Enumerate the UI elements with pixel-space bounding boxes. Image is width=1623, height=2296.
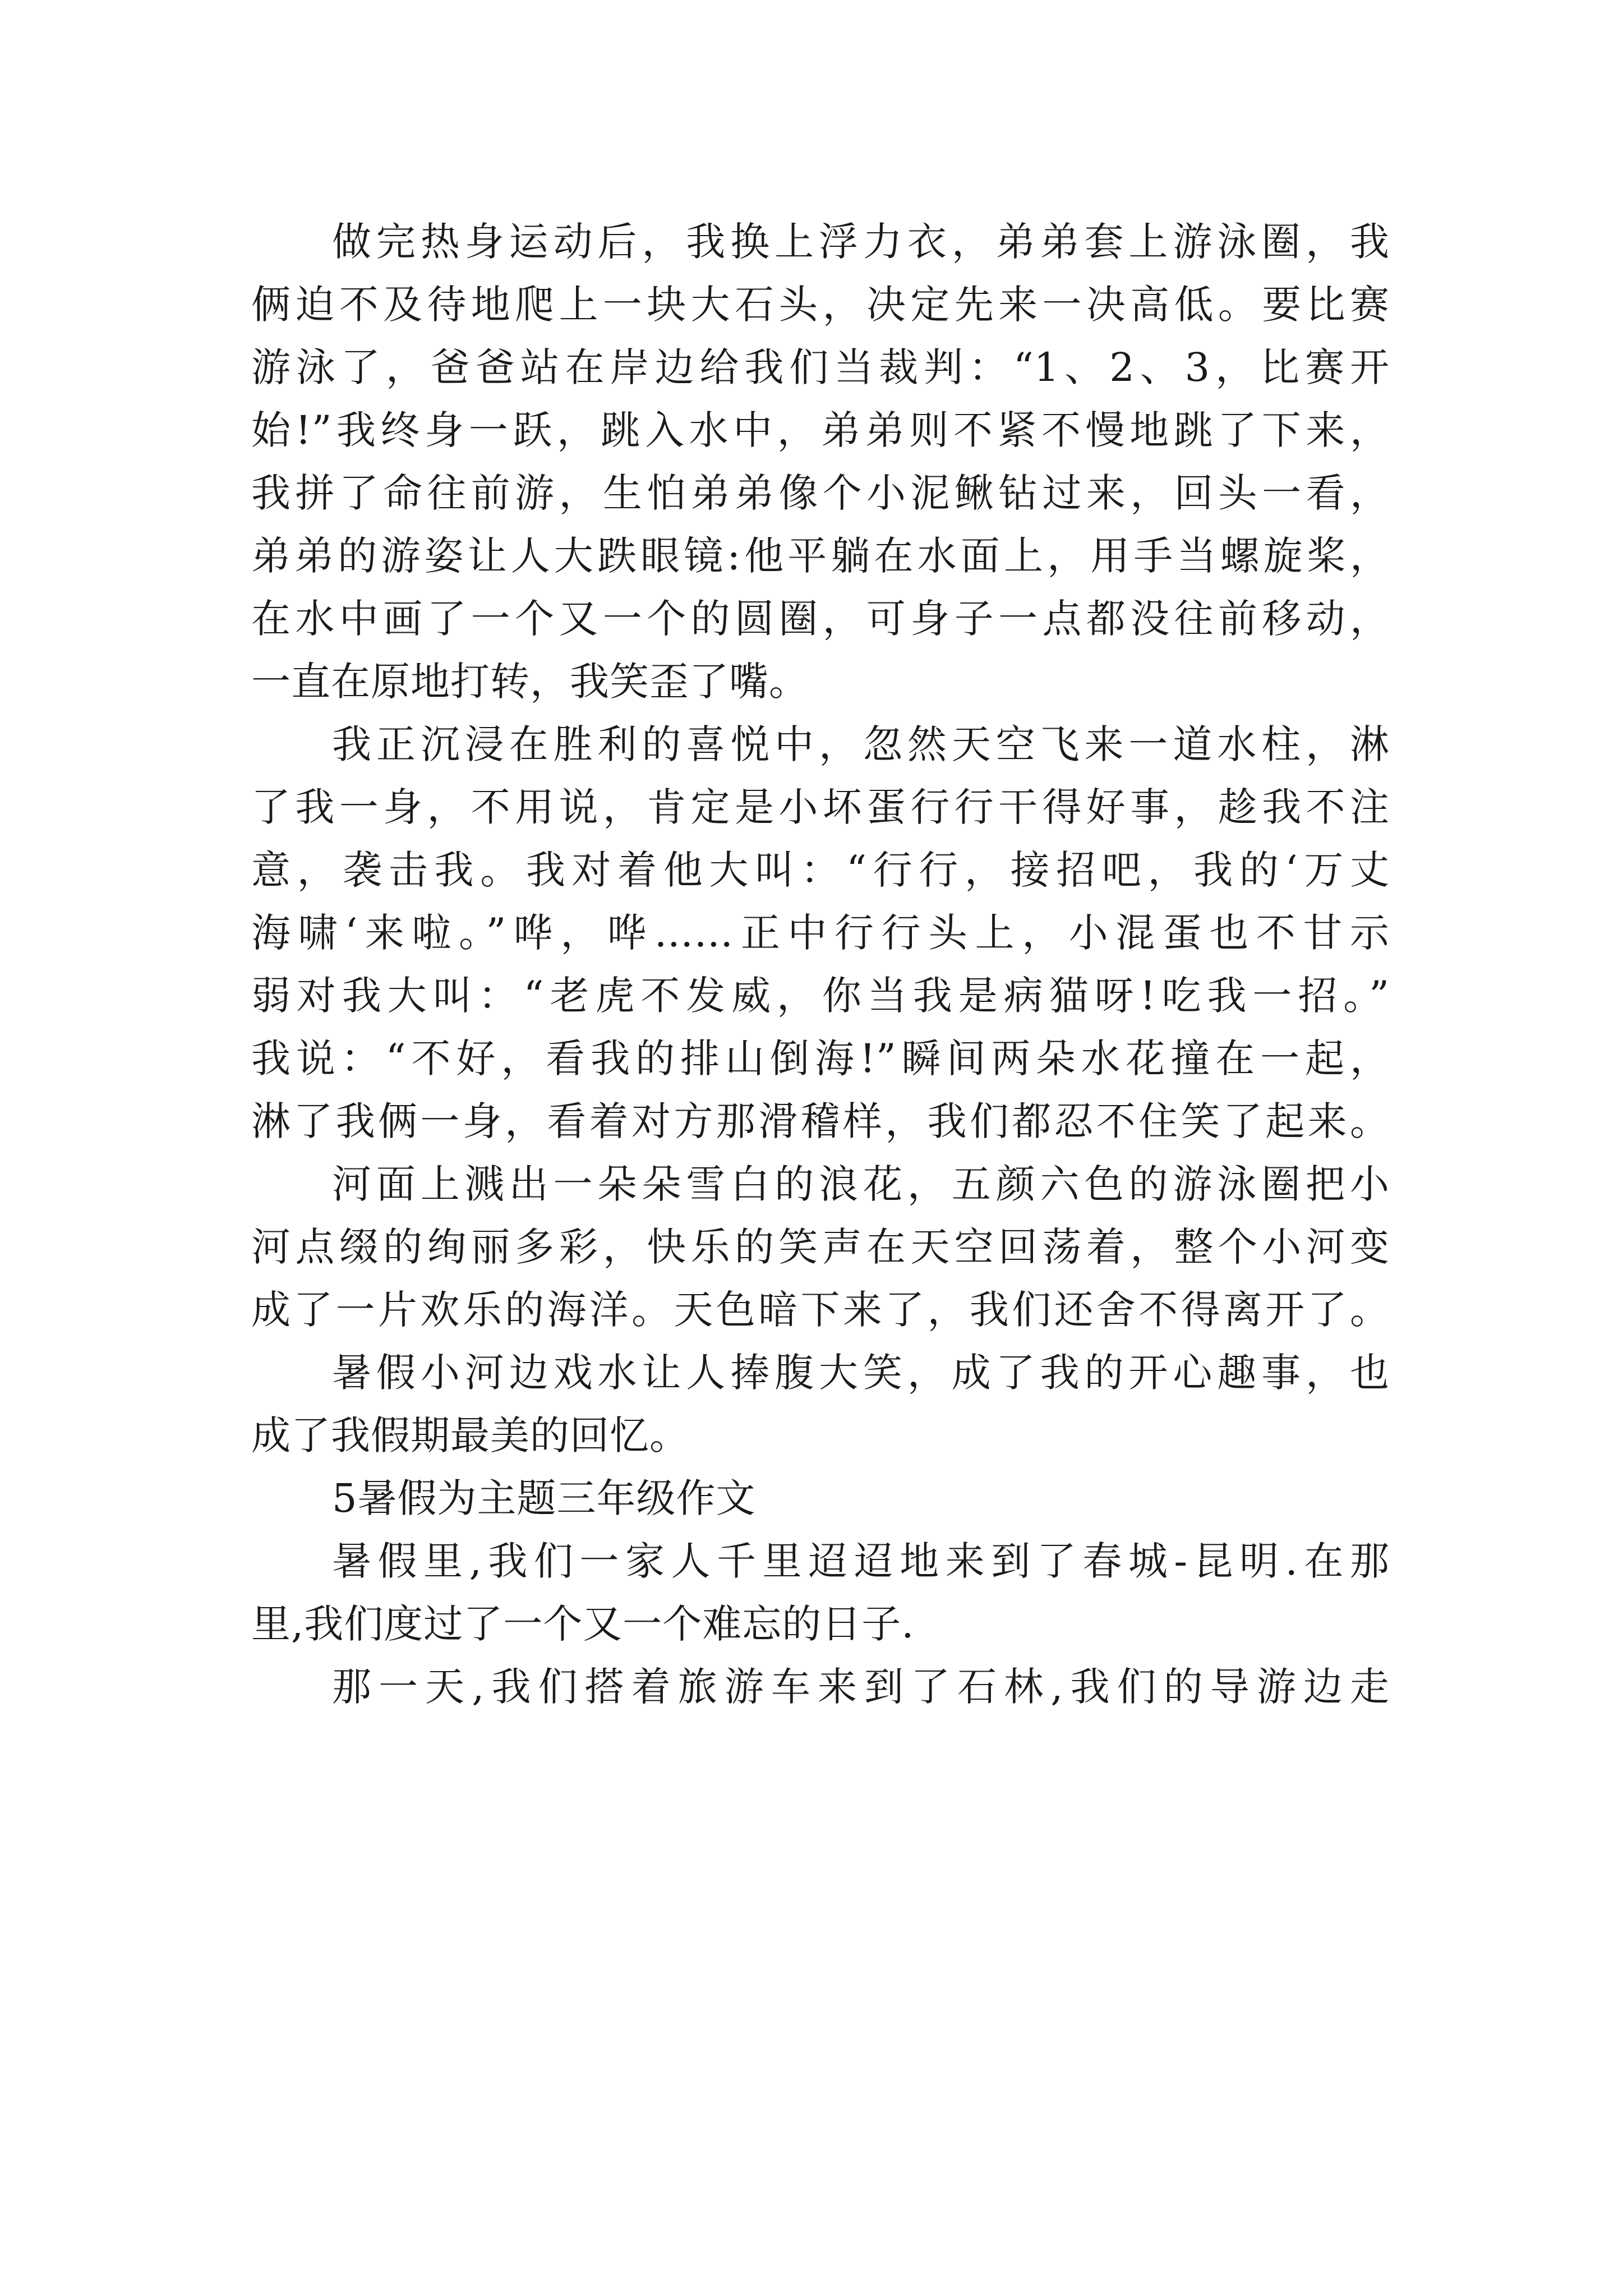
text-line: 俩迫不及待地爬上一块大石头，决定先来一决高低。要比赛: [251, 282, 1390, 328]
text-line: 游泳了，爸爸站在岸边给我们当裁判：“1、2、3，比赛开: [251, 344, 1390, 390]
text-line: 我正沉浸在胜利的喜悦中，忽然天空飞来一道水柱，淋: [332, 721, 1390, 767]
text-line: 我说：“不好，看我的排山倒海!”瞬间两朵水花撞在一起，: [251, 1036, 1390, 1082]
text-line: 海啸‘来啦。”哗，哗……正中行行头上，小混蛋也不甘示: [251, 910, 1390, 956]
text-line: 意，袭击我。我对着他大叫：“行行，接招吧，我的‘万丈: [251, 847, 1390, 893]
text-line: 5暑假为主题三年级作文: [332, 1475, 756, 1521]
text-line: 做完热身运动后，我换上浮力衣，弟弟套上游泳圈，我: [332, 219, 1390, 265]
text-line: 在水中画了一个又一个的圆圈，可身子一点都没往前移动，: [251, 596, 1390, 642]
text-line: 一直在原地打转，我笑歪了嘴。: [251, 659, 809, 705]
text-line: 了我一身，不用说，肯定是小坏蛋行行干得好事，趁我不注: [251, 784, 1390, 830]
text-line: 那一天,我们搭着旅游车来到了石林,我们的导游边走: [332, 1664, 1390, 1710]
text-line: 河面上溅出一朵朵雪白的浪花，五颜六色的游泳圈把小: [332, 1161, 1390, 1207]
text-line: 弱对我大叫：“老虎不发威，你当我是病猫呀!吃我一招。”: [251, 973, 1390, 1019]
text-line: 暑假小河边戏水让人捧腹大笑，成了我的开心趣事，也: [332, 1350, 1390, 1396]
text-line: 里,我们度过了一个又一个难忘的日子.: [251, 1601, 915, 1647]
document-body: [251, 210, 1390, 1718]
text-line: 淋了我俩一身，看着对方那滑稽样，我们都忍不住笑了起来。: [251, 1098, 1390, 1144]
text-line: 始!”我终身一跃，跳入水中，弟弟则不紧不慢地跳了下来，: [251, 407, 1390, 453]
text-line: 河点缀的绚丽多彩，快乐的笑声在天空回荡着，整个小河变: [251, 1224, 1390, 1270]
text-line: 我拼了命往前游，生怕弟弟像个小泥鳅钻过来，回头一看，: [251, 470, 1390, 516]
text-line: 弟弟的游姿让人大跌眼镜:他平躺在水面上，用手当螺旋桨，: [251, 533, 1390, 579]
text-line: 成了我假期最美的回忆。: [251, 1412, 689, 1458]
text-line: 暑假里,我们一家人千里迢迢地来到了春城-昆明.在那: [332, 1538, 1390, 1584]
text-line: 成了一片欢乐的海洋。天色暗下来了，我们还舍不得离开了。: [251, 1287, 1390, 1333]
